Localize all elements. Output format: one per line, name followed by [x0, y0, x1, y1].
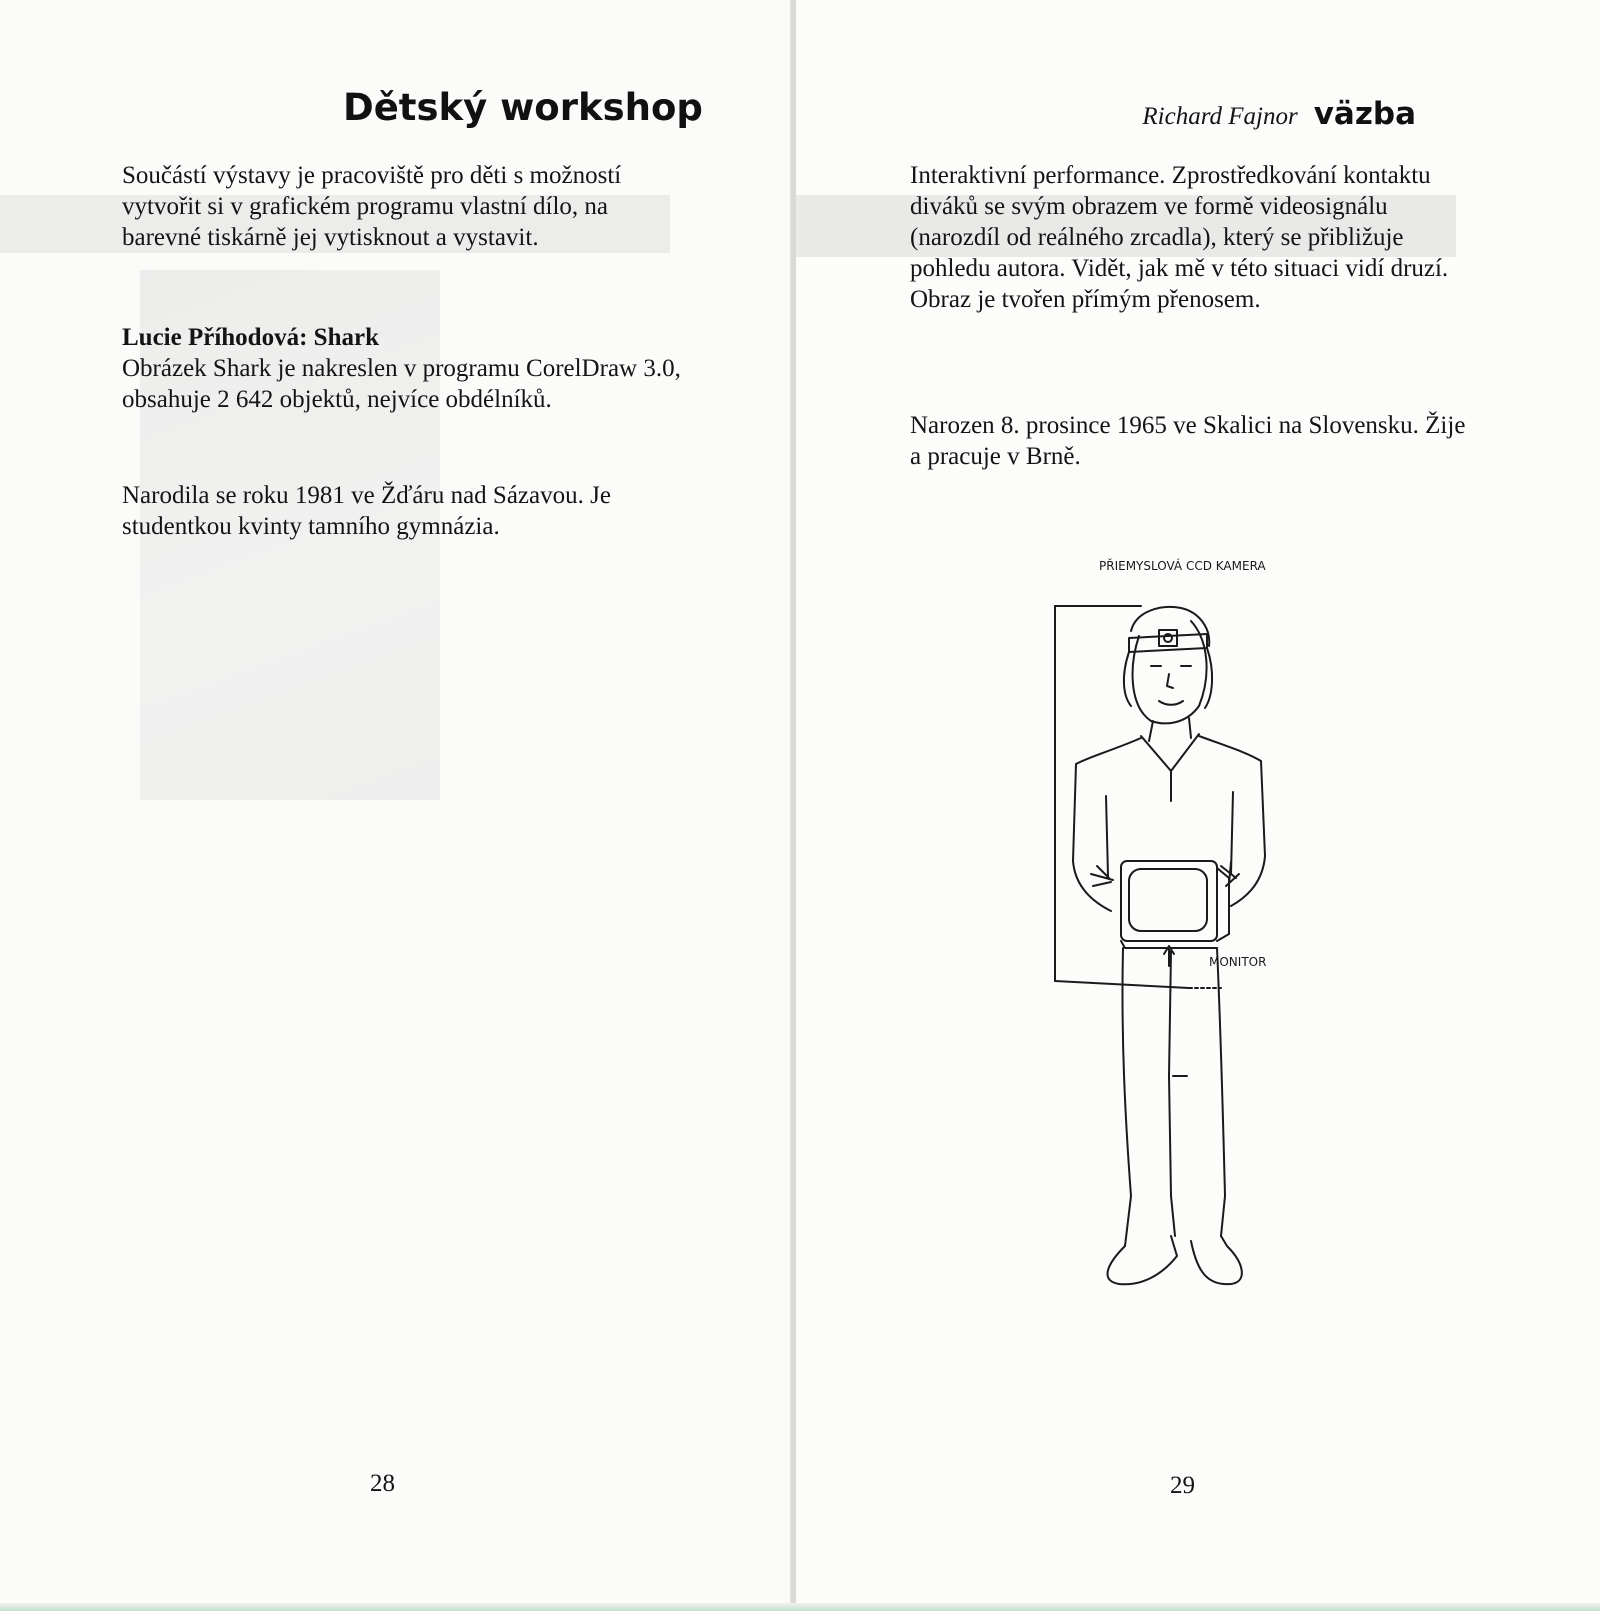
- performance-description: Interaktivní performance. Zprostředkování kontaktu diváků se svým obrazem ve formě videosignálu (narozdíl od reálného zrcadla), který se přibližuje pohledu autora. Vidět, jak mě v této situaci vidí druzí. Obraz je tvořen přímým přenosem.: [910, 162, 1449, 313]
- right-page: [796, 0, 1600, 1611]
- artist-bio: Narozen 8. prosince 1965 ve Skalici na Slovensku. Žije a pracuje v Brně.: [910, 412, 1466, 470]
- intro-paragraph: Součástí výstavy je pracoviště pro děti s možností vytvořit si v grafickém programu vlastní dílo, na barevné tiskárně jej vytisknout a vystavit.: [122, 162, 622, 251]
- page-bottom-edge: [0, 1603, 1600, 1611]
- page-number-left: 28: [370, 1470, 395, 1497]
- sketch-label-camera: PŘIEMYSLOVÁ CCD KAMERA: [1099, 559, 1266, 573]
- sketch-figure-with-camera-and-monitor: [1021, 556, 1321, 1316]
- artwork-description: Obrázek Shark je nakreslen v programu CorelDraw 3.0, obsahuje 2 642 objektů, nejvíce obdélníků.: [122, 355, 681, 413]
- performance-sketch: [1021, 556, 1321, 1316]
- page-number-right: 29: [1170, 1472, 1195, 1499]
- artist-bio: Narodila se roku 1981 ve Žďáru nad Sázavou. Je studentkou kvinty tamního gymnázia.: [122, 482, 611, 540]
- left-page: [0, 0, 792, 1611]
- author-name: Richard Fajnor: [1142, 103, 1298, 130]
- sketch-label-monitor: MONITOR: [1209, 955, 1267, 969]
- left-page-title: Dětský workshop: [343, 86, 703, 129]
- artwork-heading: Lucie Příhodová: Shark: [122, 324, 379, 351]
- right-page-title: väzba: [1313, 96, 1416, 132]
- right-page-header: [1142, 96, 1416, 132]
